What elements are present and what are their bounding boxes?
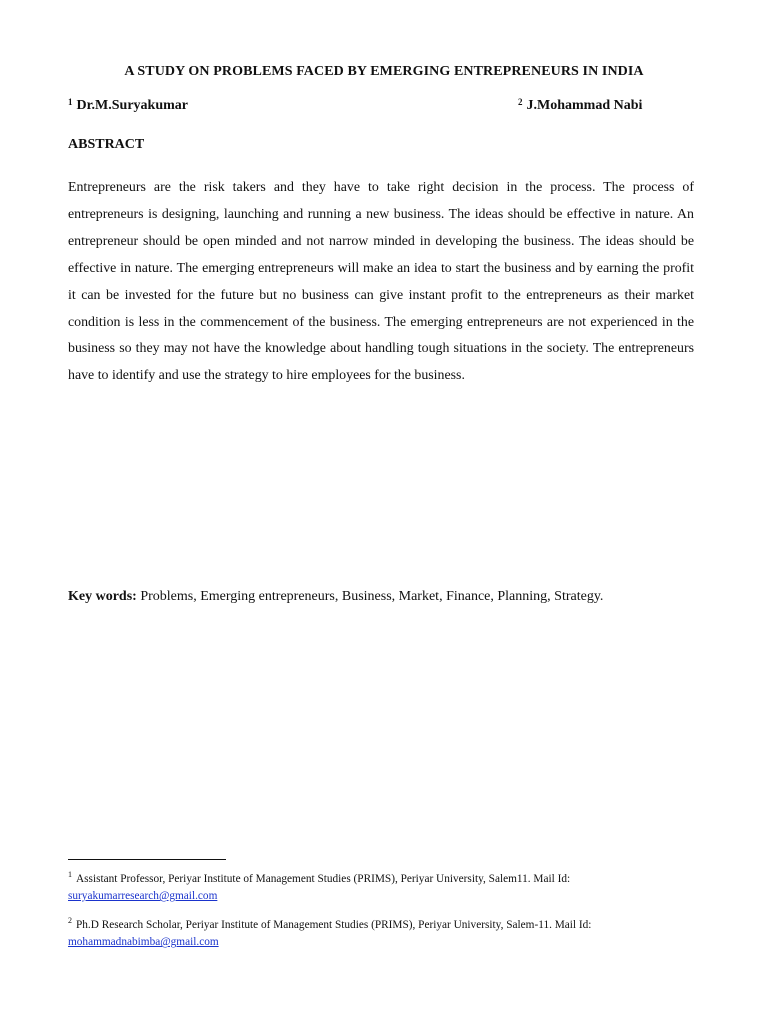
paper-title: A STUDY ON PROBLEMS FACED BY EMERGING ENTREPRENEURS IN INDIA [124, 64, 644, 79]
footnote-1-marker: 1 [68, 870, 72, 879]
author-2 [518, 98, 642, 114]
abstract-paragraph: Entrepreneurs are the risk takers and they have to take right decision in the process. The process of entrepreneurs is designing, launching and running a new business. The ideas should be effective in nature. An entrepreneur should be open minded and not narrow minded in developing the business. The ideas should be effective in nature. The emerging entrepreneurs will make an idea to start the business and by earning the profit it can be invested for the future but no business can give instant profit to the entrepreneurs as their market condition is less in the commencement of the business. The emerging entrepreneurs are not experienced in the business so they may not have the knowledge about handling tough situations in the society. The entrepreneurs have to identify and use the strategy to hire employees for the business. [68, 180, 694, 384]
keywords-line [68, 589, 603, 605]
author-1-marker: 1 [68, 97, 73, 107]
abstract-heading: ABSTRACT [68, 137, 145, 152]
footnote-1 [68, 866, 708, 906]
footnote-2-email-link[interactable]: mohammadnabimba@gmail.com [68, 936, 219, 949]
keywords-text: Problems, Emerging entrepreneurs, Business, Market, Finance, Planning, Strategy. [136, 589, 604, 604]
footnote-1-email-link[interactable]: suryakumarresearch@gmail.com [68, 890, 218, 903]
footnote-2-text: Ph.D Research Scholar, Periyar Institute of Management Studies (PRIMS), Periyar University, Salem-11. Mail Id: [76, 918, 592, 931]
footnote-2 [68, 912, 708, 952]
footnote-divider [68, 859, 226, 860]
author-1 [68, 98, 188, 114]
author-2-marker: 2 [518, 97, 523, 107]
footnote-1-text: Assistant Professor, Periyar Institute of Management Studies (PRIMS), Periyar University, Salem11. Mail Id: [76, 872, 571, 885]
keywords-label: Key words: [68, 589, 137, 604]
author-2-name: J.Mohammad Nabi [526, 98, 643, 113]
footnote-2-marker: 2 [68, 916, 72, 925]
author-1-name: Dr.M.Suryakumar [76, 98, 188, 113]
